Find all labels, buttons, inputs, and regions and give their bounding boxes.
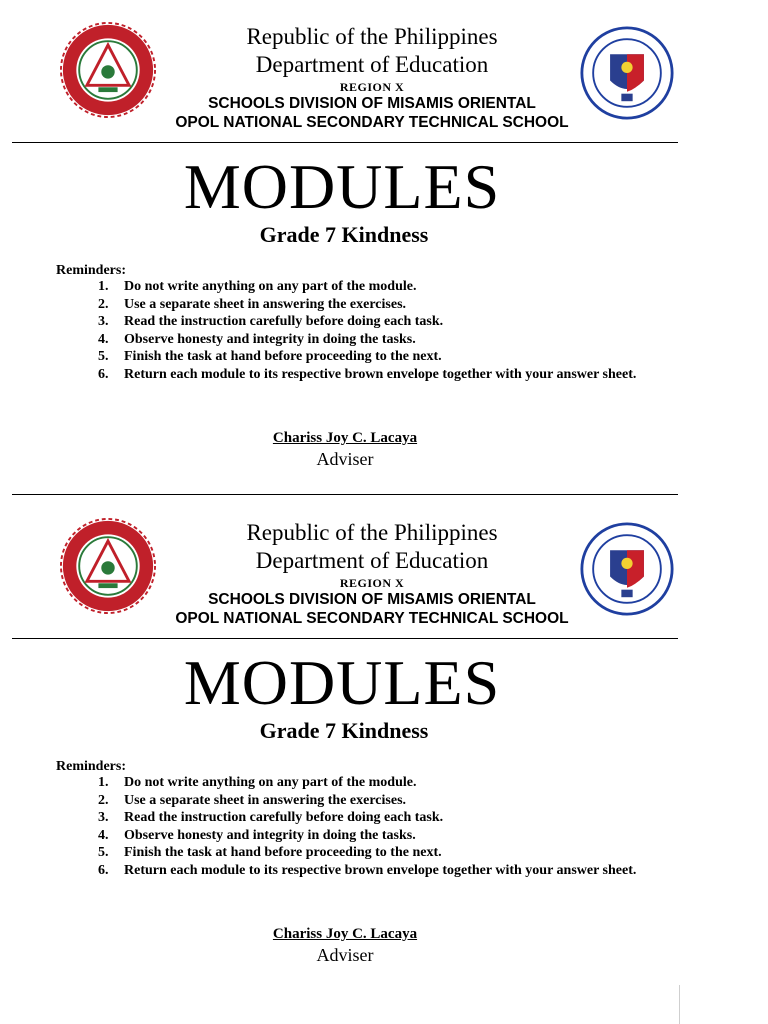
list-item: 6. Return each module to its respective brown envelope together with your answer sheet. — [98, 862, 637, 878]
adviser-role: Adviser — [316, 449, 374, 469]
list-item: 4. Observe honesty and integrity in doing the tasks. — [98, 331, 416, 347]
grade-subtitle: Grade 7 Kindness — [259, 222, 429, 247]
module-cover-1 — [0, 0, 768, 496]
department-heading: Department of Education — [255, 548, 489, 573]
page-title: MODULES — [183, 647, 501, 718]
list-item: 5. Finish the task at hand before proceeding to the next. — [98, 349, 442, 364]
school-heading: OPOL NATIONAL SECONDARY TECHNICAL SCHOOL — [175, 610, 569, 627]
module-cover-2 — [0, 496, 768, 992]
reminders-label: Reminders: — [56, 759, 126, 774]
department-heading: Department of Education — [255, 52, 489, 77]
header-divider — [12, 142, 678, 143]
reminders-list — [98, 774, 678, 879]
list-item: 4. Observe honesty and integrity in doing the tasks. — [98, 827, 416, 843]
cut-line — [12, 494, 678, 495]
list-item: 5. Finish the task at hand before proceeding to the next. — [98, 845, 442, 860]
school-heading: OPOL NATIONAL SECONDARY TECHNICAL SCHOOL — [175, 114, 569, 131]
adviser-role: Adviser — [316, 945, 374, 965]
list-item: 1. Do not write anything on any part of the module. — [98, 279, 417, 294]
adviser-name: Chariss Joy C. Lacaya — [272, 926, 418, 942]
list-item: 6. Return each module to its respective brown envelope together with your answer sheet. — [98, 366, 637, 382]
reminders-list — [98, 278, 678, 383]
header-divider — [12, 638, 678, 639]
list-item: 3. Read the instruction carefully before doing each task. — [98, 810, 444, 825]
page-edge-mark — [679, 985, 680, 1024]
reminders-label: Reminders: — [56, 263, 126, 278]
list-item: 3. Read the instruction carefully before doing each task. — [98, 314, 444, 329]
list-item: 1. Do not write anything on any part of the module. — [98, 775, 417, 790]
list-item: 2. Use a separate sheet in answering the exercises. — [98, 296, 407, 312]
region-heading: REGION X — [339, 80, 405, 94]
adviser-name: Chariss Joy C. Lacaya — [272, 430, 418, 446]
region-heading: REGION X — [339, 576, 405, 590]
page-title: MODULES — [183, 151, 501, 222]
republic-heading: Republic of the Philippines — [246, 24, 498, 49]
grade-subtitle: Grade 7 Kindness — [259, 718, 429, 743]
list-item: 2. Use a separate sheet in answering the exercises. — [98, 792, 407, 808]
republic-heading: Republic of the Philippines — [246, 520, 498, 545]
division-heading: SCHOOLS DIVISION OF MISAMIS ORIENTAL — [208, 95, 536, 112]
division-heading: SCHOOLS DIVISION OF MISAMIS ORIENTAL — [208, 591, 536, 608]
